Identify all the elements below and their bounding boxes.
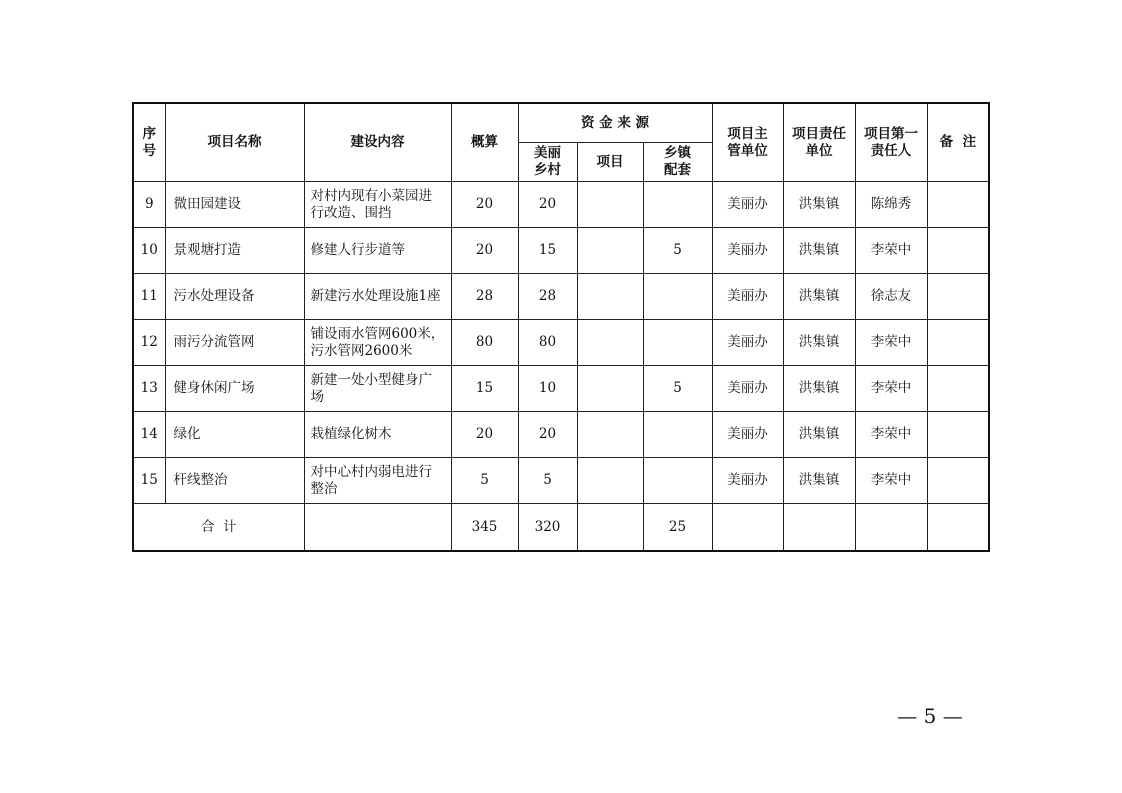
cell-project	[577, 366, 643, 412]
cell-resp-unit: 洪集镇	[783, 274, 855, 320]
cell-project	[577, 228, 643, 274]
table-row	[133, 228, 989, 274]
total-main-unit	[712, 504, 783, 552]
cell-township	[643, 274, 712, 320]
cell-beautiful: 5	[518, 458, 577, 504]
cell-main-unit: 美丽办	[712, 228, 783, 274]
cell-main-unit: 美丽办	[712, 182, 783, 228]
cell-person: 李荣中	[855, 228, 927, 274]
cell-budget: 20	[451, 228, 518, 274]
cell-notes	[927, 228, 989, 274]
cell-beautiful: 10	[518, 366, 577, 412]
total-content	[304, 504, 451, 552]
col-header-budget: 概算	[451, 103, 518, 182]
total-person	[855, 504, 927, 552]
cell-township: 5	[643, 228, 712, 274]
total-notes	[927, 504, 989, 552]
col-header-township: 乡镇配套	[643, 143, 712, 182]
cell-beautiful: 20	[518, 182, 577, 228]
cell-seq: 11	[133, 274, 165, 320]
total-project	[577, 504, 643, 552]
cell-resp-unit: 洪集镇	[783, 366, 855, 412]
cell-notes	[927, 274, 989, 320]
col-header-notes: 备 注	[927, 103, 989, 182]
cell-project	[577, 274, 643, 320]
cell-project	[577, 320, 643, 366]
project-table	[132, 102, 990, 552]
cell-main-unit: 美丽办	[712, 320, 783, 366]
cell-resp-unit: 洪集镇	[783, 458, 855, 504]
cell-seq: 10	[133, 228, 165, 274]
cell-seq: 9	[133, 182, 165, 228]
col-header-main-unit: 项目主管单位	[712, 103, 783, 182]
header-row	[133, 103, 989, 143]
col-header-project: 项目	[577, 143, 643, 182]
cell-content: 铺设雨水管网600米，污水管网2600米	[304, 320, 451, 366]
cell-budget: 5	[451, 458, 518, 504]
cell-notes	[927, 458, 989, 504]
cell-name: 绿化	[165, 412, 304, 458]
cell-notes	[927, 320, 989, 366]
cell-resp-unit: 洪集镇	[783, 320, 855, 366]
col-header-first-person: 项目第一责任人	[855, 103, 927, 182]
cell-budget: 20	[451, 182, 518, 228]
table-row	[133, 182, 989, 228]
table-row	[133, 412, 989, 458]
table-row	[133, 274, 989, 320]
cell-budget: 28	[451, 274, 518, 320]
cell-seq: 13	[133, 366, 165, 412]
cell-name: 景观塘打造	[165, 228, 304, 274]
total-row	[133, 504, 989, 552]
cell-beautiful: 80	[518, 320, 577, 366]
cell-beautiful: 20	[518, 412, 577, 458]
cell-resp-unit: 洪集镇	[783, 412, 855, 458]
page-number: — 5 —	[897, 704, 963, 728]
cell-main-unit: 美丽办	[712, 412, 783, 458]
cell-budget: 15	[451, 366, 518, 412]
cell-project	[577, 412, 643, 458]
total-resp-unit	[783, 504, 855, 552]
cell-project	[577, 458, 643, 504]
total-label: 合 计	[133, 504, 304, 552]
cell-content: 栽植绿化树木	[304, 412, 451, 458]
cell-person: 徐志友	[855, 274, 927, 320]
cell-content: 新建污水处理设施1座	[304, 274, 451, 320]
col-header-name: 项目名称	[165, 103, 304, 182]
cell-main-unit: 美丽办	[712, 458, 783, 504]
cell-person: 陈绵秀	[855, 182, 927, 228]
cell-beautiful: 28	[518, 274, 577, 320]
cell-name: 杆线整治	[165, 458, 304, 504]
cell-beautiful: 15	[518, 228, 577, 274]
table-row	[133, 320, 989, 366]
col-header-funding: 资 金 来 源	[518, 103, 712, 143]
cell-person: 李荣中	[855, 320, 927, 366]
cell-budget: 20	[451, 412, 518, 458]
cell-content: 修建人行步道等	[304, 228, 451, 274]
cell-content: 对村内现有小菜园进行改造、围挡	[304, 182, 451, 228]
total-beautiful: 320	[518, 504, 577, 552]
cell-content: 新建一处小型健身广场	[304, 366, 451, 412]
cell-seq: 15	[133, 458, 165, 504]
cell-township	[643, 412, 712, 458]
cell-seq: 12	[133, 320, 165, 366]
cell-township	[643, 182, 712, 228]
cell-person: 李荣中	[855, 366, 927, 412]
cell-main-unit: 美丽办	[712, 366, 783, 412]
cell-township	[643, 458, 712, 504]
total-budget: 345	[451, 504, 518, 552]
table-row	[133, 458, 989, 504]
cell-resp-unit: 洪集镇	[783, 182, 855, 228]
col-header-content: 建设内容	[304, 103, 451, 182]
cell-person: 李荣中	[855, 412, 927, 458]
table-row	[133, 366, 989, 412]
cell-person: 李荣中	[855, 458, 927, 504]
total-township: 25	[643, 504, 712, 552]
cell-budget: 80	[451, 320, 518, 366]
cell-name: 健身休闲广场	[165, 366, 304, 412]
cell-main-unit: 美丽办	[712, 274, 783, 320]
cell-seq: 14	[133, 412, 165, 458]
col-header-beautiful: 美丽乡村	[518, 143, 577, 182]
cell-project	[577, 182, 643, 228]
col-header-resp-unit: 项目责任单位	[783, 103, 855, 182]
cell-resp-unit: 洪集镇	[783, 228, 855, 274]
col-header-seq: 序号	[133, 103, 165, 182]
cell-name: 污水处理设备	[165, 274, 304, 320]
cell-notes	[927, 182, 989, 228]
cell-township: 5	[643, 366, 712, 412]
cell-township	[643, 320, 712, 366]
cell-notes	[927, 366, 989, 412]
cell-name: 雨污分流管网	[165, 320, 304, 366]
cell-name: 微田园建设	[165, 182, 304, 228]
cell-notes	[927, 412, 989, 458]
cell-content: 对中心村内弱电进行整治	[304, 458, 451, 504]
